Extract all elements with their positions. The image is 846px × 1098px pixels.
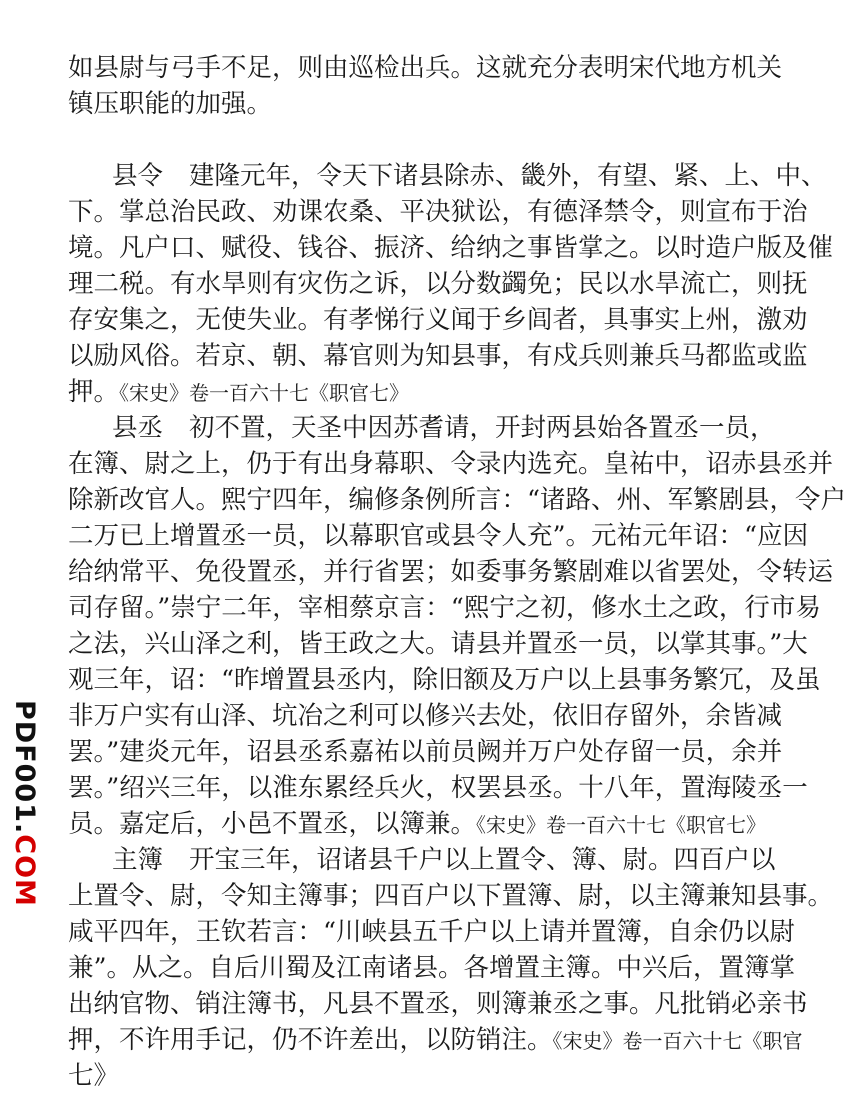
text-line <box>68 626 808 662</box>
text-line <box>68 230 834 266</box>
section-heading: 主簿 <box>112 845 164 875</box>
text-line <box>68 1022 803 1058</box>
text-line <box>68 698 783 734</box>
text-line <box>68 950 796 986</box>
text-line <box>68 806 767 842</box>
text-line <box>112 158 827 194</box>
watermark <box>4 700 40 907</box>
text-line <box>68 986 808 1022</box>
line-text: 司存留。”崇宁二年，宰相蔡京言：“熙宁之初，修水土之政，行市易 <box>68 593 821 623</box>
text-line <box>68 734 783 770</box>
line-text: 给纳常平、免役置丞，并行省罢；如委事务繁剧难以省罢处，令转运 <box>68 557 834 587</box>
text-line <box>112 842 776 878</box>
line-text: 在簿、尉之上，仍于有出身幕职、令录内选充。皇祐中，诏赤县丞并 <box>68 449 834 479</box>
text-line <box>68 590 821 626</box>
line-text: 存安集之，无使失业。有孝悌行义闻于乡闾者，具事实上州，激劝 <box>68 305 808 335</box>
line-text: 咸平四年，王钦若言：“川峡县五千户以上请并置簿，自余仍以尉 <box>68 917 796 947</box>
text-line <box>68 770 808 806</box>
line-text: 观三年，诏：“昨增置县丞内，除旧额及万户以上县事务繁冗，及虽 <box>68 665 821 695</box>
text-line <box>68 86 758 122</box>
line-text: 员。嘉定后，小邑不置丞，以簿兼。 <box>68 809 477 839</box>
text-line <box>68 1058 758 1094</box>
text-line <box>68 518 809 554</box>
watermark-main: PDF001. <box>9 700 40 835</box>
line-text: 初不置，天圣中因苏耆请，开封两县始各置丞一员， <box>189 413 776 443</box>
text-line <box>68 482 846 518</box>
line-text: 二万已上增置丞一员，以幕职官或县令人充”。元祐元年诏：“应因 <box>68 521 809 551</box>
text-line <box>68 338 808 374</box>
line-text: 除新改官人。熙宁四年，编修条例所言：“诸路、州、军繁剧县，令户 <box>68 485 846 515</box>
text-line <box>68 914 796 950</box>
citation: 《宋史》卷一百六十七《职官七》 <box>119 381 410 405</box>
citation: 《宋史》卷一百六十七《职官七》 <box>476 813 767 837</box>
line-text: 之法，兴山泽之利，皆王政之大。请县并置丞一员，以掌其事。”大 <box>68 629 808 659</box>
line-text: 境。凡户口、赋役、钱谷、振济、给纳之事皆掌之。以时造户版及催 <box>68 233 834 263</box>
text-line <box>68 50 783 86</box>
line-text: 以励风俗。若京、朝、幕官则为知县事，有戍兵则兼兵马都监或监 <box>68 341 808 371</box>
line-text: 押，不许用手记，仍不许差出，以防销注。 <box>68 1025 553 1055</box>
text-line <box>68 446 834 482</box>
text-line <box>68 662 821 698</box>
line-text: 理二税。有水旱则有灾伤之诉，以分数蠲免；民以水旱流亡，则抚 <box>68 269 808 299</box>
line-text: 罢。”建炎元年，诏县丞系嘉祐以前员阙并万户处存留一员，余并 <box>68 737 783 767</box>
line-text: 押。 <box>68 377 120 407</box>
text-line <box>68 266 808 302</box>
watermark-suffix: COM <box>9 834 40 907</box>
text-line <box>68 302 808 338</box>
line-text: 如县尉与弓手不足，则由巡检出兵。这就充分表明宋代地方机关 <box>68 53 783 83</box>
text-line <box>68 554 834 590</box>
line-text: 上置令、尉，令知主簿事；四百户以下置簿、尉，以主簿兼知县事。 <box>68 881 834 911</box>
line-text: 出纳官物、销注簿书，凡县不置丞，则簿兼丞之事。凡批销必亲书 <box>68 989 808 1019</box>
line-text: 镇压职能的加强。 <box>68 89 273 119</box>
line-text: 下。掌总治民政、劝课农桑、平决狱讼，有德泽禁令，则宣布于治 <box>68 197 808 227</box>
citation: 《宋史》卷一百六十七《职官 <box>552 1029 803 1053</box>
section-heading: 县丞 <box>112 413 164 443</box>
section-heading: 县令 <box>112 161 164 191</box>
line-text: 七》 <box>68 1061 120 1091</box>
text-line <box>112 410 776 446</box>
line-text: 兼”。从之。自后川蜀及江南诸县。各增置主簿。中兴后，置簿掌 <box>68 953 796 983</box>
line-text: 罢。”绍兴三年，以淮东累经兵火，权罢县丞。十八年，置海陵丞一 <box>68 773 808 803</box>
line-text: 建隆元年，令天下诸县除赤、畿外，有望、紧、上、中、 <box>189 161 827 191</box>
text-line <box>68 122 758 158</box>
text-line <box>68 194 808 230</box>
line-text: 非万户实有山泽、坑冶之利可以修兴去处，依旧存留外，余皆减 <box>68 701 783 731</box>
text-line <box>68 878 834 914</box>
text-line <box>68 374 758 410</box>
line-text: 开宝三年，诏诸县千户以上置令、簿、尉。四百户以 <box>189 845 776 875</box>
